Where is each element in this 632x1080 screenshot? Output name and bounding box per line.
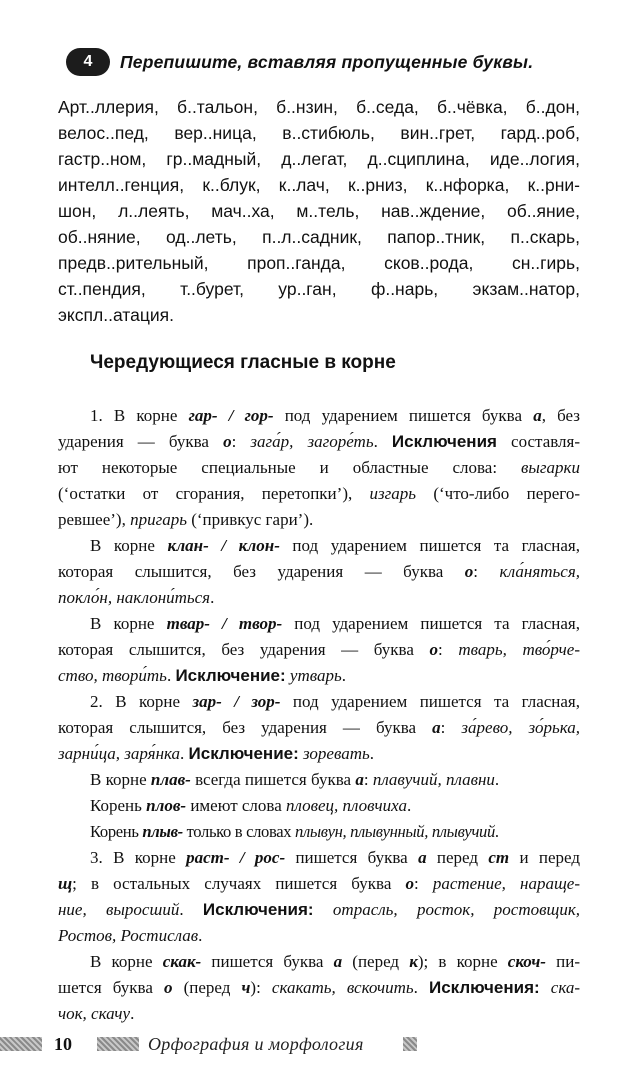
footer-book-title: Орфография и морфология — [148, 1034, 364, 1054]
emphasis-text: гар- / гор- — [188, 406, 274, 425]
emphasis-text: ст — [488, 848, 510, 867]
emphasis-text: тварь, тво́рче- — [458, 640, 580, 659]
emphasis-text: к — [409, 952, 418, 971]
rule-text: всегда пишется буква — [190, 770, 356, 789]
emphasis-text: ч — [241, 978, 251, 997]
task-instruction: Перепишите, вставляя пропущенные буквы. — [120, 51, 534, 72]
emphasis-text: выгарки — [521, 458, 580, 477]
rule-text: . — [198, 926, 203, 945]
emphasis-text: плов- — [146, 796, 187, 815]
rule-text: которая слышится, без ударения — буква — [58, 562, 465, 581]
rule-text: которая слышится, без ударения — буква — [58, 718, 433, 737]
rule-text: шется буква — [58, 978, 164, 997]
rule-line — [58, 585, 580, 611]
emphasis-text: Исключение: — [188, 744, 299, 763]
rule-text: Корень — [90, 796, 147, 815]
rule-line — [58, 559, 580, 585]
footer-decor-bar — [0, 1037, 42, 1051]
rule-text: (перед — [172, 978, 242, 997]
emphasis-text: клан- / клон- — [167, 536, 280, 555]
emphasis-text: кла́няться, — [499, 562, 580, 581]
emphasis-text: а — [355, 770, 364, 789]
rule-text: : — [440, 718, 462, 737]
emphasis-text: плыв- — [142, 822, 183, 841]
rule-text: . — [413, 978, 429, 997]
emphasis-text: зар- / зор- — [192, 692, 281, 711]
emphasis-text: плав- — [150, 770, 191, 789]
rule-text: . — [166, 666, 176, 685]
emphasis-text: о — [405, 874, 414, 893]
rule-text: , без — [541, 406, 580, 425]
rule-line — [58, 975, 580, 1001]
rule-line — [58, 715, 580, 741]
emphasis-text: растение, наращe- — [432, 874, 580, 893]
rule-line — [58, 403, 580, 429]
emphasis-text: Исключения: — [428, 978, 540, 997]
exercise-line: ст..пендия, т..бурет, ур..ган, ф..нарь, экзам..натор, — [58, 279, 580, 299]
emphasis-text: щ — [58, 874, 73, 893]
rule-text: имеют слова — [186, 796, 287, 815]
rule-text: В корне — [90, 536, 168, 555]
rule-text: . — [373, 432, 392, 451]
emphasis-text: а — [333, 952, 343, 971]
rule-text: ): — [250, 978, 272, 997]
emphasis-text: о — [429, 640, 438, 659]
rule-text: ревшее’), — [58, 510, 131, 529]
rule-line — [58, 1001, 580, 1027]
rule-line — [58, 455, 580, 481]
rule-text: ют некоторые специальные и областные слова: — [58, 458, 522, 477]
rule-text: В корне — [90, 614, 167, 633]
rule-text: только в словах — [182, 822, 295, 841]
rule-text: и перед — [509, 848, 580, 867]
rule-line — [58, 871, 580, 897]
emphasis-text: Исключение: — [175, 666, 286, 685]
rule-line — [58, 897, 580, 923]
rule-text: под ударением пишется та гласная, — [280, 692, 580, 711]
rule-line — [58, 637, 580, 663]
rule-text: под ударением пишется буква — [273, 406, 534, 425]
exercise-line: интелл..генция, к..блук, к..лач, к..рниз, к..нфорка, к..рни- — [58, 175, 580, 195]
emphasis-text: покло́н, наклони́ться — [58, 588, 211, 607]
page-footer — [0, 1030, 632, 1060]
rule-text — [314, 900, 333, 919]
rule-text: пишется буква — [285, 848, 419, 867]
emphasis-text: утварь — [289, 666, 342, 685]
rule-text: В корне — [90, 952, 163, 971]
rule-text: 1. В корне — [90, 406, 189, 425]
rule-text: . — [130, 1004, 135, 1023]
emphasis-text: пловец, пловчиха — [286, 796, 407, 815]
emphasis-text: за́рево, зо́рька, — [461, 718, 580, 737]
emphasis-text: ска- — [550, 978, 580, 997]
rule-text: В корне — [90, 770, 151, 789]
rule-line — [58, 741, 580, 767]
emphasis-text: твар- / твор- — [166, 614, 283, 633]
emphasis-text: отрасль, росток, ростовщик, — [332, 900, 580, 919]
rule-line — [58, 663, 580, 689]
rule-text: . — [210, 588, 215, 607]
footer-decor-bar — [403, 1037, 417, 1051]
rule-text: . — [180, 744, 189, 763]
task-header — [66, 44, 533, 80]
exercise-line: экспл..атация. — [58, 305, 174, 325]
emphasis-text: скоч- — [507, 952, 546, 971]
emphasis-text: чок, скачу — [58, 1004, 131, 1023]
section-heading: Чередующиеся гласные в корне — [90, 352, 396, 373]
emphasis-text: раст- / рос- — [186, 848, 286, 867]
emphasis-text: ние, выросший — [58, 900, 180, 919]
rule-text: 3. В корне — [90, 848, 187, 867]
rule-text: (‘остатки от сгорания, перетопки’), — [58, 484, 370, 503]
rule-line — [58, 793, 580, 819]
emphasis-text: а — [418, 848, 427, 867]
emphasis-text: зага́р, загоре́ть — [250, 432, 374, 451]
rule-line — [58, 689, 580, 715]
rule-line — [58, 819, 580, 845]
page-number: 10 — [54, 1034, 72, 1054]
rule-text: (перед — [342, 952, 410, 971]
exercise-line: предв..рительный, проп..ганда, сков..рода, сн..гирь, — [58, 253, 580, 273]
emphasis-text: плавучий, плавни — [372, 770, 495, 789]
emphasis-text: ство, твори́ть — [58, 666, 167, 685]
exercise-line: Арт..ллерия, б..тальон, б..нзин, б..седа, б..чёвка, б..дон, — [58, 97, 580, 117]
rule-line — [58, 481, 580, 507]
rules-text — [58, 403, 580, 1027]
emphasis-text: о — [223, 432, 232, 451]
rule-text: (‘что-либо перего- — [416, 484, 580, 503]
rule-text: . — [494, 822, 499, 841]
emphasis-text: пригарь — [130, 510, 187, 529]
rule-text: пи- — [545, 952, 580, 971]
rule-line — [58, 845, 580, 871]
rule-line — [58, 507, 580, 533]
emphasis-text: Ростов, Ростислав — [58, 926, 199, 945]
emphasis-text: скак- — [162, 952, 202, 971]
rule-text: ; в остальных случаях пишется буква — [72, 874, 406, 893]
rule-text: : — [473, 562, 500, 581]
rule-text: которая слышится, без ударения — буква — [58, 640, 430, 659]
emphasis-text: о — [464, 562, 474, 581]
emphasis-text: зарни́ца, заря́нка — [58, 744, 181, 763]
exercise-line: шон, л..леять, мач..ха, м..тель, нав..ждение, об..яние, — [58, 201, 580, 221]
rule-text: . — [369, 744, 374, 763]
emphasis-text: о — [163, 978, 173, 997]
rule-text: : — [437, 640, 459, 659]
rule-text: . — [179, 900, 203, 919]
exercise-text — [58, 94, 580, 328]
exercise-line: гастр..ном, гр..мадный, д..легат, д..сциплина, иде..логия, — [58, 149, 580, 169]
emphasis-text: а — [533, 406, 542, 425]
rule-line — [58, 923, 580, 949]
rule-line — [58, 949, 580, 975]
rule-text: (‘привкус гари’). — [186, 510, 314, 529]
rule-text: ); в корне — [417, 952, 508, 971]
rule-text: Корень — [90, 822, 143, 841]
rule-line — [58, 767, 580, 793]
emphasis-text: плывун, плывунный, плывучий — [295, 822, 495, 841]
rule-text — [540, 978, 551, 997]
rule-text: пишется буква — [201, 952, 334, 971]
rule-text: ударения — буква — [58, 432, 224, 451]
exercise-line: велос..пед, вер..ница, в..стибюль, вин..грет, гард..роб, — [58, 123, 580, 143]
task-number-badge: 4 — [66, 48, 110, 76]
rule-text: под ударением пишется та гласная, — [279, 536, 580, 555]
emphasis-text: Исключения: — [202, 900, 314, 919]
exercise-line: об..няние, од..леть, п..л..садник, папор..тник, п..скарь, — [58, 227, 580, 247]
rule-text: составля- — [496, 432, 580, 451]
rule-line — [58, 533, 580, 559]
rule-line — [58, 611, 580, 637]
footer-decor-bar — [97, 1037, 139, 1051]
emphasis-text: Исключения — [391, 432, 497, 451]
emphasis-text: скакать, вскочить — [271, 978, 414, 997]
rule-text: перед — [426, 848, 489, 867]
rule-text: : — [231, 432, 251, 451]
emphasis-text: изгарь — [369, 484, 417, 503]
rule-text: под ударением пишется та гласная, — [282, 614, 580, 633]
rule-text: . — [494, 770, 500, 789]
rule-line — [58, 429, 580, 455]
rule-text: . — [407, 796, 412, 815]
rule-text: : — [363, 770, 373, 789]
emphasis-text: а — [432, 718, 441, 737]
rule-text: . — [341, 666, 346, 685]
rule-text: 2. В корне — [90, 692, 193, 711]
emphasis-text: зоревать — [303, 744, 370, 763]
rule-text: : — [413, 874, 433, 893]
